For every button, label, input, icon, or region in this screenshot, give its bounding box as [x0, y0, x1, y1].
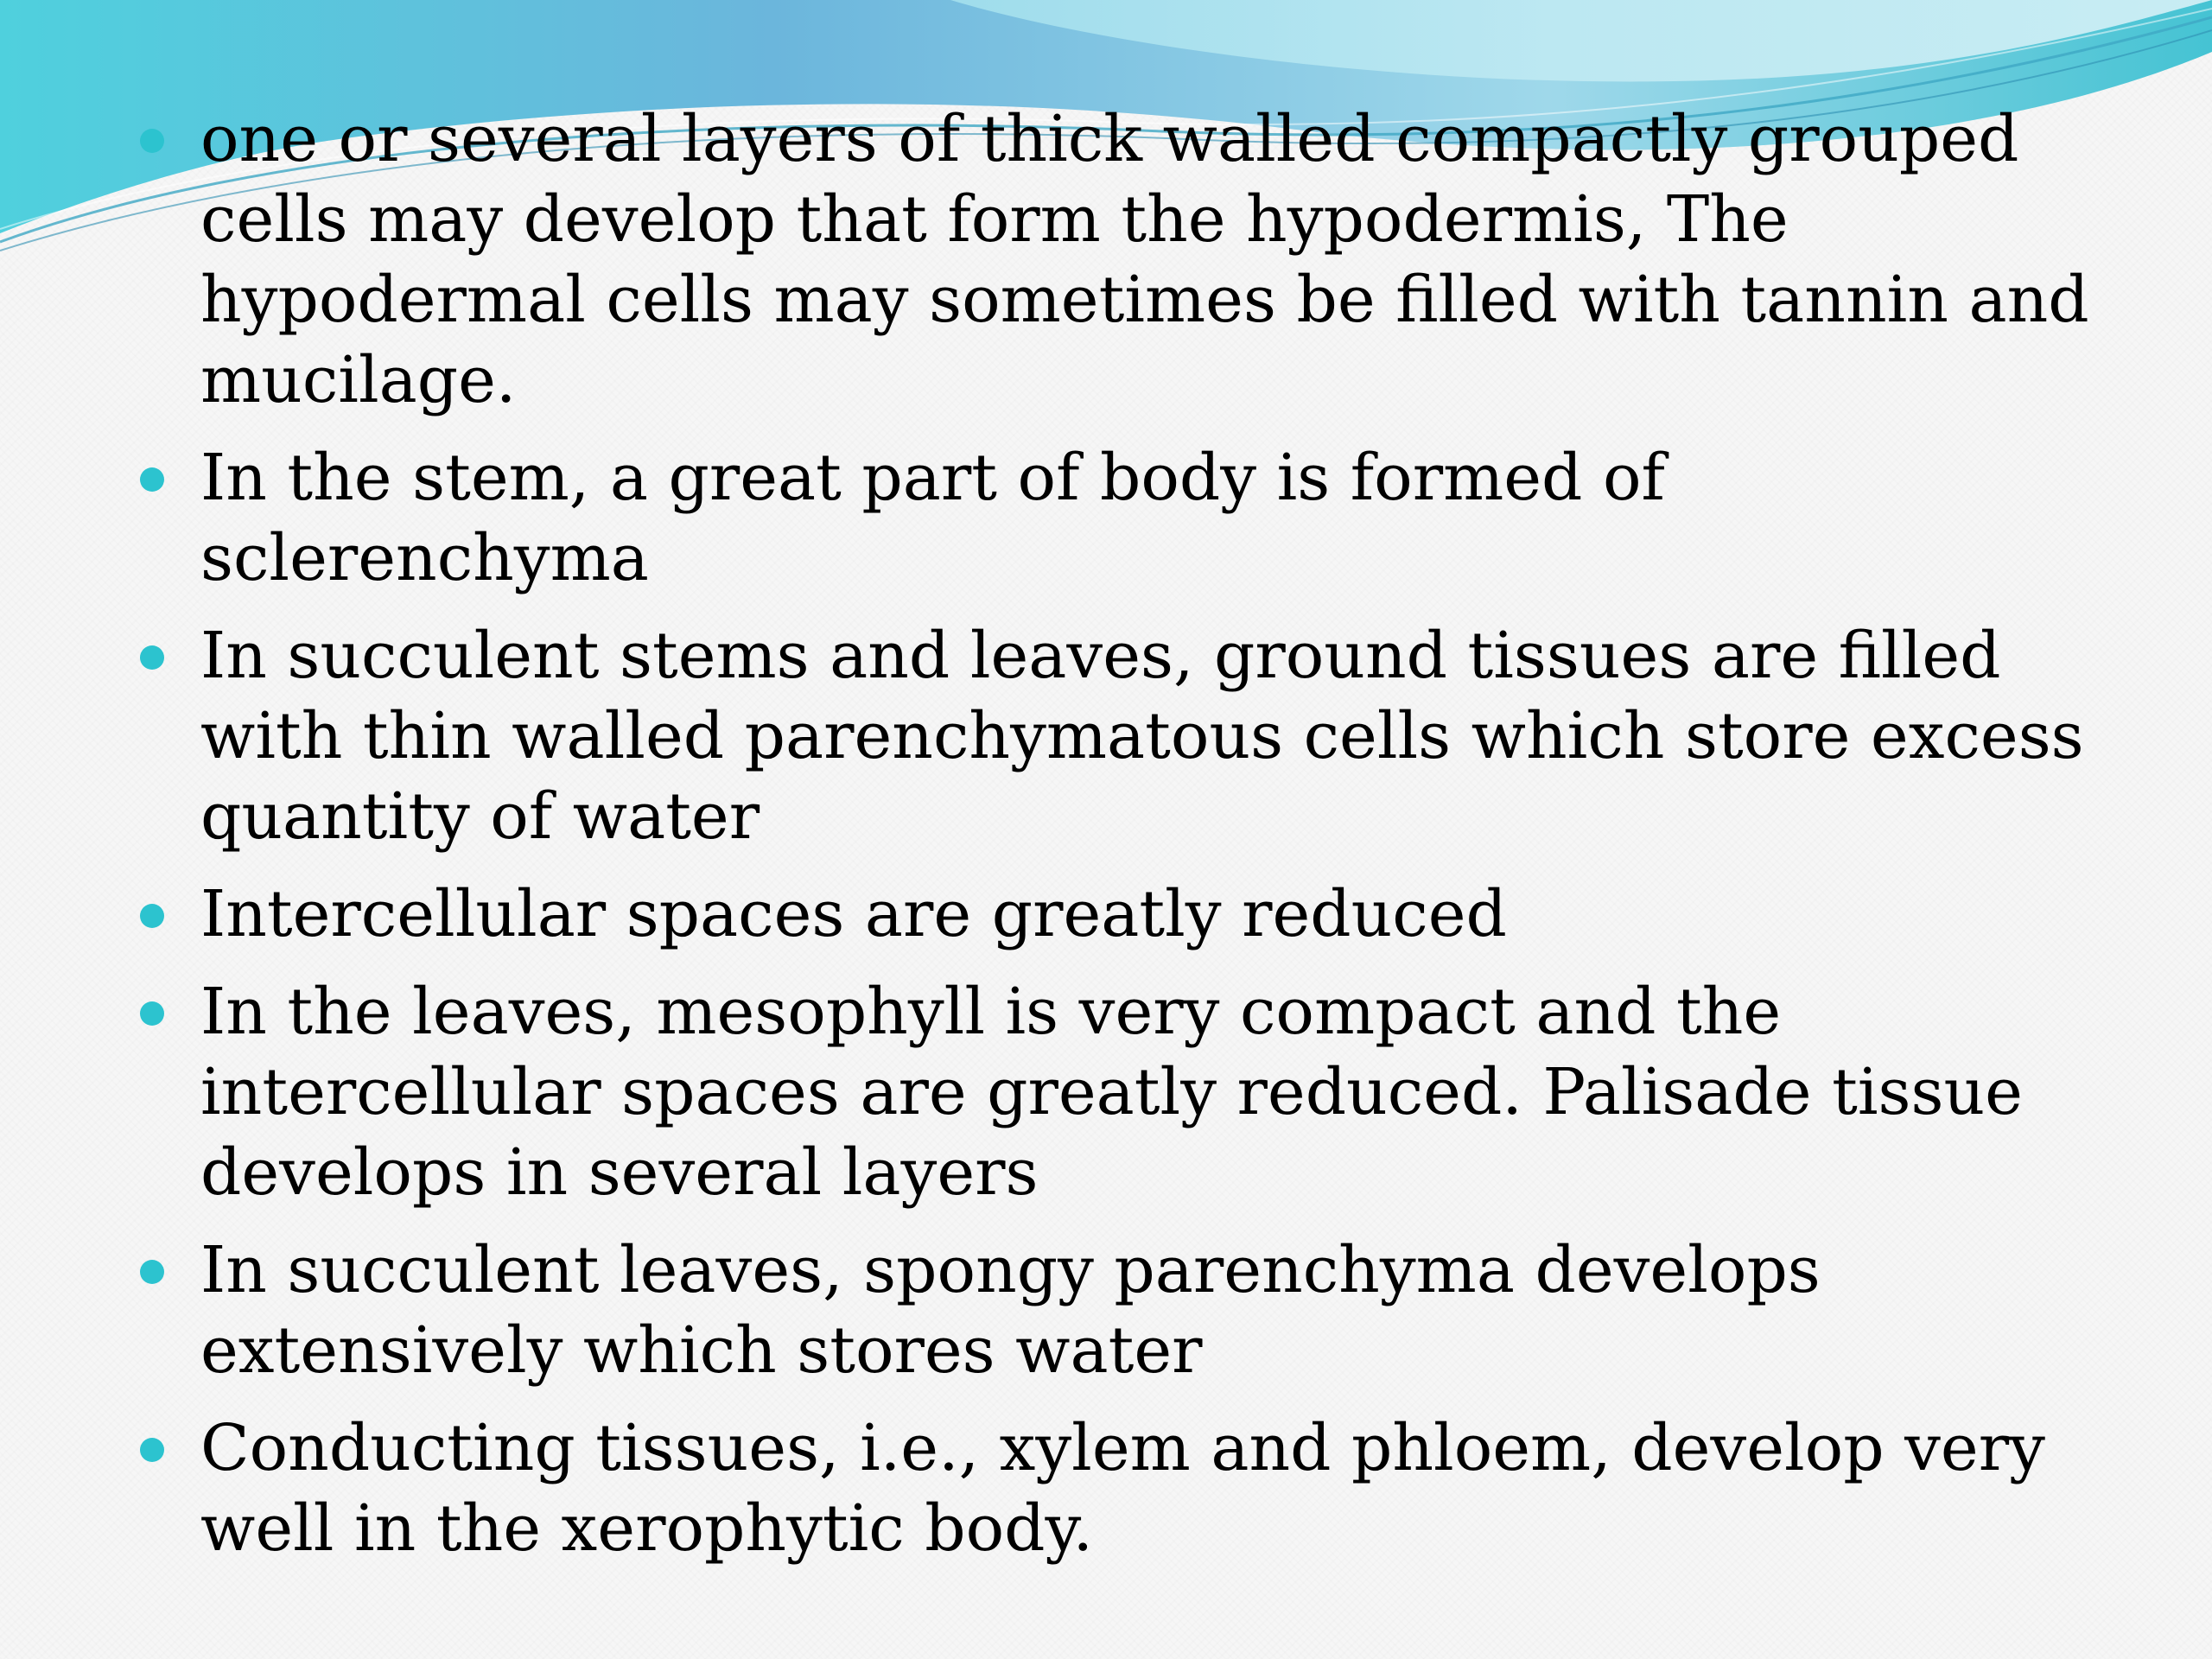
bullet-text: In the leaves, mesophyll is very compact and the intercellular spaces are greatly reduced. Palisade tissue develops in several layers	[200, 975, 2023, 1210]
bullet-list	[138, 99, 2091, 1586]
bullet-dot-icon	[140, 1001, 164, 1026]
bullet-item	[138, 99, 2091, 421]
bullet-text: In the stem, a great part of body is formed of sclerenchyma	[200, 441, 1665, 595]
bullet-dot-icon	[140, 467, 164, 492]
bullet-dot-icon	[140, 1438, 164, 1462]
bullet-text: In succulent leaves, spongy parenchyma develops extensively which stores water	[200, 1233, 1821, 1388]
bullet-text: Intercellular spaces are greatly reduced	[200, 877, 1507, 951]
bullet-dot-icon	[140, 645, 164, 670]
bullet-item	[138, 438, 2091, 599]
bullet-dot-icon	[140, 1260, 164, 1284]
bullet-text: one or several layers of thick walled compactly grouped cells may develop that form the hypodermis, The hypodermal cells may sometimes be filled with tannin and mucilage.	[200, 102, 2089, 417]
bullet-item	[138, 1230, 2091, 1391]
bullet-dot-icon	[140, 129, 164, 153]
bullet-text: Conducting tissues, i.e., xylem and phloem, develop very well in the xerophytic body.	[200, 1411, 2045, 1566]
bullet-text: In succulent stems and leaves, ground tissues are filled with thin walled parenchymatous cells which store excess quantity of water	[200, 619, 2084, 854]
bullet-item	[138, 616, 2091, 857]
bullet-item	[138, 1408, 2091, 1569]
bullet-dot-icon	[140, 904, 164, 928]
bullet-item	[138, 874, 2091, 955]
bullet-item	[138, 972, 2091, 1213]
